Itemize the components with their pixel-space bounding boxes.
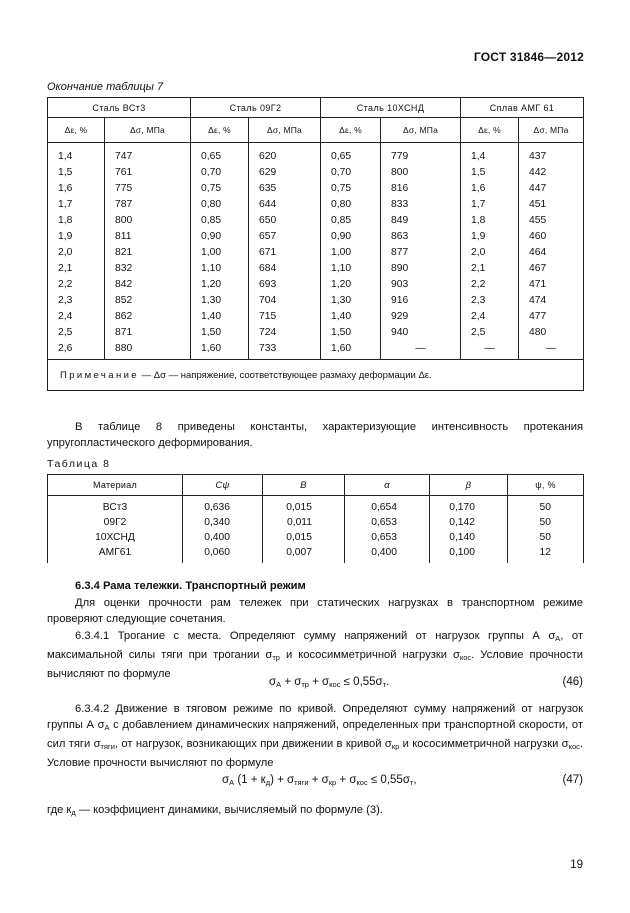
table-cell: 460	[519, 228, 584, 244]
column-header: Δσ, МПа	[249, 118, 321, 143]
column-header: Материал	[48, 475, 183, 496]
table-cell: 50	[508, 530, 584, 545]
column-header: Δε, %	[321, 118, 381, 143]
table-cell: 1,10	[191, 260, 249, 276]
table-cell: 1,30	[321, 292, 381, 308]
table-cell: 442	[519, 164, 584, 180]
table-cell: 1,20	[191, 276, 249, 292]
column-header: β	[430, 475, 508, 496]
table-cell: 863	[381, 228, 461, 244]
table-cell: 471	[519, 276, 584, 292]
table-cell: 1,4	[48, 143, 105, 165]
group-header: Сплав АМГ 61	[461, 98, 584, 118]
table-cell: 903	[381, 276, 461, 292]
table-cell: 0,400	[345, 545, 430, 563]
where-clause: где $к_д$ — коэффициент динамики, вычисляемый по формуле (3).	[47, 804, 383, 817]
table-cell: 0,65	[191, 143, 249, 165]
table-row	[48, 228, 584, 244]
note-text: — Δσ — напряжение, соответствующее размаху деформации Δε.	[139, 369, 432, 381]
table-cell: 0,011	[263, 515, 345, 530]
table-cell: 0,85	[191, 212, 249, 228]
table-cell: 1,5	[48, 164, 105, 180]
table-cell: 800	[381, 164, 461, 180]
table-cell: 800	[105, 212, 191, 228]
table-cell: 671	[249, 244, 321, 260]
paragraph-6342: 6.3.4.2 Движение в тяговом режиме по кривой. Определяют сумму напряжений от нагрузок группы А $\sigma_А$ с добавлением динамических напряжений, определенных при транспортной скорости, от сил тяги $\sigma_{тяги}$, от нагрузок, возникающих при движении в кривой $\sigma_{кр}$ и кососимметричной нагрузки $\sigma_{кос}$. Условие прочности вычисляют по формуле	[47, 703, 583, 769]
column-header: B	[263, 475, 345, 496]
table-cell: 2,1	[48, 260, 105, 276]
table-row	[48, 340, 584, 360]
table-cell: 849	[381, 212, 461, 228]
table-cell: 0,140	[430, 530, 508, 545]
paragraph-634: Для оценки прочности рам тележек при статических нагрузках в транспортном режиме проверяют следующие сочетания.	[47, 597, 583, 625]
table-cell: 1,9	[48, 228, 105, 244]
table-row	[48, 180, 584, 196]
section-heading: 6.3.4 Рама тележки. Транспортный режим	[75, 580, 306, 592]
column-header: α	[345, 475, 430, 496]
table-row	[48, 212, 584, 228]
table-cell: 0,170	[430, 496, 508, 516]
table-cell: 1,40	[191, 308, 249, 324]
table-cell: 0,142	[430, 515, 508, 530]
table-cell: 0,75	[191, 180, 249, 196]
table-row	[48, 324, 584, 340]
table-cell: 477	[519, 308, 584, 324]
table-cell: 2,5	[461, 324, 519, 340]
table-cell: 447	[519, 180, 584, 196]
table-cell: 2,3	[461, 292, 519, 308]
table-cell: 0,015	[263, 496, 345, 516]
table-cell: 1,8	[48, 212, 105, 228]
table-row	[48, 545, 584, 563]
table-cell: 455	[519, 212, 584, 228]
table-cell: 787	[105, 196, 191, 212]
table-cell: —	[381, 340, 461, 360]
table-cell: 437	[519, 143, 584, 165]
table-cell: —	[519, 340, 584, 360]
material-cell: 09Г2	[48, 515, 183, 530]
table-row	[48, 244, 584, 260]
formula-47-number: (47)	[562, 774, 583, 786]
material-cell: ВСт3	[48, 496, 183, 516]
table-cell: 1,6	[461, 180, 519, 196]
material-cell: 10ХСНД	[48, 530, 183, 545]
table-cell: 916	[381, 292, 461, 308]
table-7	[47, 97, 584, 391]
table-cell: 862	[105, 308, 191, 324]
table-row	[48, 530, 584, 545]
table-cell: 693	[249, 276, 321, 292]
table-cell: 657	[249, 228, 321, 244]
table-cell: 1,7	[48, 196, 105, 212]
table-cell: 0,653	[345, 515, 430, 530]
paragraph-6341: 6.3.4.1 Трогание с места. Определяют сумму напряжений от нагрузок группы А $\sigma_А$, от максимальной силы тяги при трогании $\sigma_{тр}$ и кососимметричной нагрузки $\sigma_{кос}$. Условие прочности вычисляют по формуле	[47, 630, 583, 680]
table-row	[48, 292, 584, 308]
table7-note	[48, 360, 584, 391]
table-cell: 474	[519, 292, 584, 308]
table-cell: 1,6	[48, 180, 105, 196]
table-cell: 50	[508, 515, 584, 530]
table-cell: 0,015	[263, 530, 345, 545]
group-header: Сталь 10ХСНД	[321, 98, 461, 118]
table-cell: 1,10	[321, 260, 381, 276]
table-row	[48, 276, 584, 292]
column-header: Δσ, МПа	[105, 118, 191, 143]
table-cell: 1,00	[191, 244, 249, 260]
column-header: ψ, %	[508, 475, 584, 496]
formula-47: $\sigma_А$ $(1 + к_д) + \sigma_{тяги} + \sigma_{кр} + \sigma_{кос} \le 0,55\sigma_т$,	[222, 774, 417, 787]
table-cell: 833	[381, 196, 461, 212]
column-header: Δε, %	[461, 118, 519, 143]
table-cell: 832	[105, 260, 191, 276]
document-header: ГОСТ 31846—2012	[473, 50, 584, 64]
table-cell: 2,6	[48, 340, 105, 360]
table-cell: 940	[381, 324, 461, 340]
table-cell: 2,2	[48, 276, 105, 292]
table8-caption: Таблица 8	[47, 458, 111, 470]
table-cell: 821	[105, 244, 191, 260]
table-cell: 842	[105, 276, 191, 292]
table-row	[48, 143, 584, 165]
table-cell: 880	[105, 340, 191, 360]
table-cell: 2,0	[48, 244, 105, 260]
table-cell: 0,80	[321, 196, 381, 212]
table-cell: 0,80	[191, 196, 249, 212]
table-cell: 877	[381, 244, 461, 260]
table-cell: 724	[249, 324, 321, 340]
table-cell: 890	[381, 260, 461, 276]
table-cell: 0,340	[183, 515, 263, 530]
table-cell: 635	[249, 180, 321, 196]
table-cell: 1,00	[321, 244, 381, 260]
column-header: Cψ	[183, 475, 263, 496]
table-cell: 733	[249, 340, 321, 360]
table-cell: 2,0	[461, 244, 519, 260]
table-cell: 2,3	[48, 292, 105, 308]
table-cell: 1,30	[191, 292, 249, 308]
column-header: Δσ, МПа	[381, 118, 461, 143]
table-cell: 0,90	[321, 228, 381, 244]
table-cell: 1,7	[461, 196, 519, 212]
table-cell: 0,75	[321, 180, 381, 196]
table-row	[48, 496, 584, 516]
table-cell: 775	[105, 180, 191, 196]
table-cell: 1,8	[461, 212, 519, 228]
table-cell: 629	[249, 164, 321, 180]
table-cell: 0,654	[345, 496, 430, 516]
table-cell: 811	[105, 228, 191, 244]
table-cell: 1,40	[321, 308, 381, 324]
table-cell: 0,636	[183, 496, 263, 516]
table-cell: 1,50	[321, 324, 381, 340]
table-row	[48, 196, 584, 212]
group-header: Сталь 09Г2	[191, 98, 321, 118]
table-cell: 0,060	[183, 545, 263, 563]
table-cell: 852	[105, 292, 191, 308]
table-row	[48, 308, 584, 324]
note-label: Примечание	[60, 369, 139, 381]
page-number: 19	[570, 859, 583, 871]
table-cell: 816	[381, 180, 461, 196]
formula-46: $\sigma_А + \sigma_{тр} + \sigma_{кос} \le 0,55\sigma_т$.	[269, 676, 390, 689]
table-cell: 2,1	[461, 260, 519, 276]
table-cell: 1,60	[191, 340, 249, 360]
table-cell: 650	[249, 212, 321, 228]
table-cell: 747	[105, 143, 191, 165]
table-cell: 871	[105, 324, 191, 340]
table-cell: 480	[519, 324, 584, 340]
table-row	[48, 260, 584, 276]
table-cell: 0,65	[321, 143, 381, 165]
table-cell: 0,100	[430, 545, 508, 563]
table-cell: 2,2	[461, 276, 519, 292]
table-cell: 1,9	[461, 228, 519, 244]
table-row	[48, 164, 584, 180]
table-8	[47, 474, 584, 563]
table-cell: 2,5	[48, 324, 105, 340]
column-header: Δσ, МПа	[519, 118, 584, 143]
table-cell: 1,4	[461, 143, 519, 165]
table-cell: 1,60	[321, 340, 381, 360]
table-cell: 0,70	[191, 164, 249, 180]
table-cell: 464	[519, 244, 584, 260]
table-cell: 620	[249, 143, 321, 165]
table-cell: 2,4	[48, 308, 105, 324]
table-cell: 684	[249, 260, 321, 276]
table-cell: 0,70	[321, 164, 381, 180]
table-cell: 451	[519, 196, 584, 212]
table-cell: 761	[105, 164, 191, 180]
table-cell: 0,007	[263, 545, 345, 563]
table-cell: 715	[249, 308, 321, 324]
table-cell: 0,90	[191, 228, 249, 244]
table-cell: 1,20	[321, 276, 381, 292]
table-cell: 467	[519, 260, 584, 276]
table-cell: 704	[249, 292, 321, 308]
table-cell: 1,5	[461, 164, 519, 180]
table-cell: 0,653	[345, 530, 430, 545]
column-header: Δε, %	[191, 118, 249, 143]
table-cell: 50	[508, 496, 584, 516]
table-cell: 2,4	[461, 308, 519, 324]
table-cell: 12	[508, 545, 584, 563]
table-cell: 779	[381, 143, 461, 165]
paragraph-table8-intro: В таблице 8 приведены константы, характеризующие интенсивность протекания упругопластического деформирования.	[47, 421, 583, 449]
column-header: Δε, %	[48, 118, 105, 143]
table-cell: 1,50	[191, 324, 249, 340]
group-header: Сталь ВСт3	[48, 98, 191, 118]
table7-caption: Окончание таблицы 7	[47, 81, 164, 93]
table-cell: 0,85	[321, 212, 381, 228]
table-cell: 644	[249, 196, 321, 212]
table-cell: 929	[381, 308, 461, 324]
formula-46-number: (46)	[562, 676, 583, 688]
table-cell: 0,400	[183, 530, 263, 545]
material-cell: АМГ61	[48, 545, 183, 563]
table-row	[48, 515, 584, 530]
table-cell: —	[461, 340, 519, 360]
